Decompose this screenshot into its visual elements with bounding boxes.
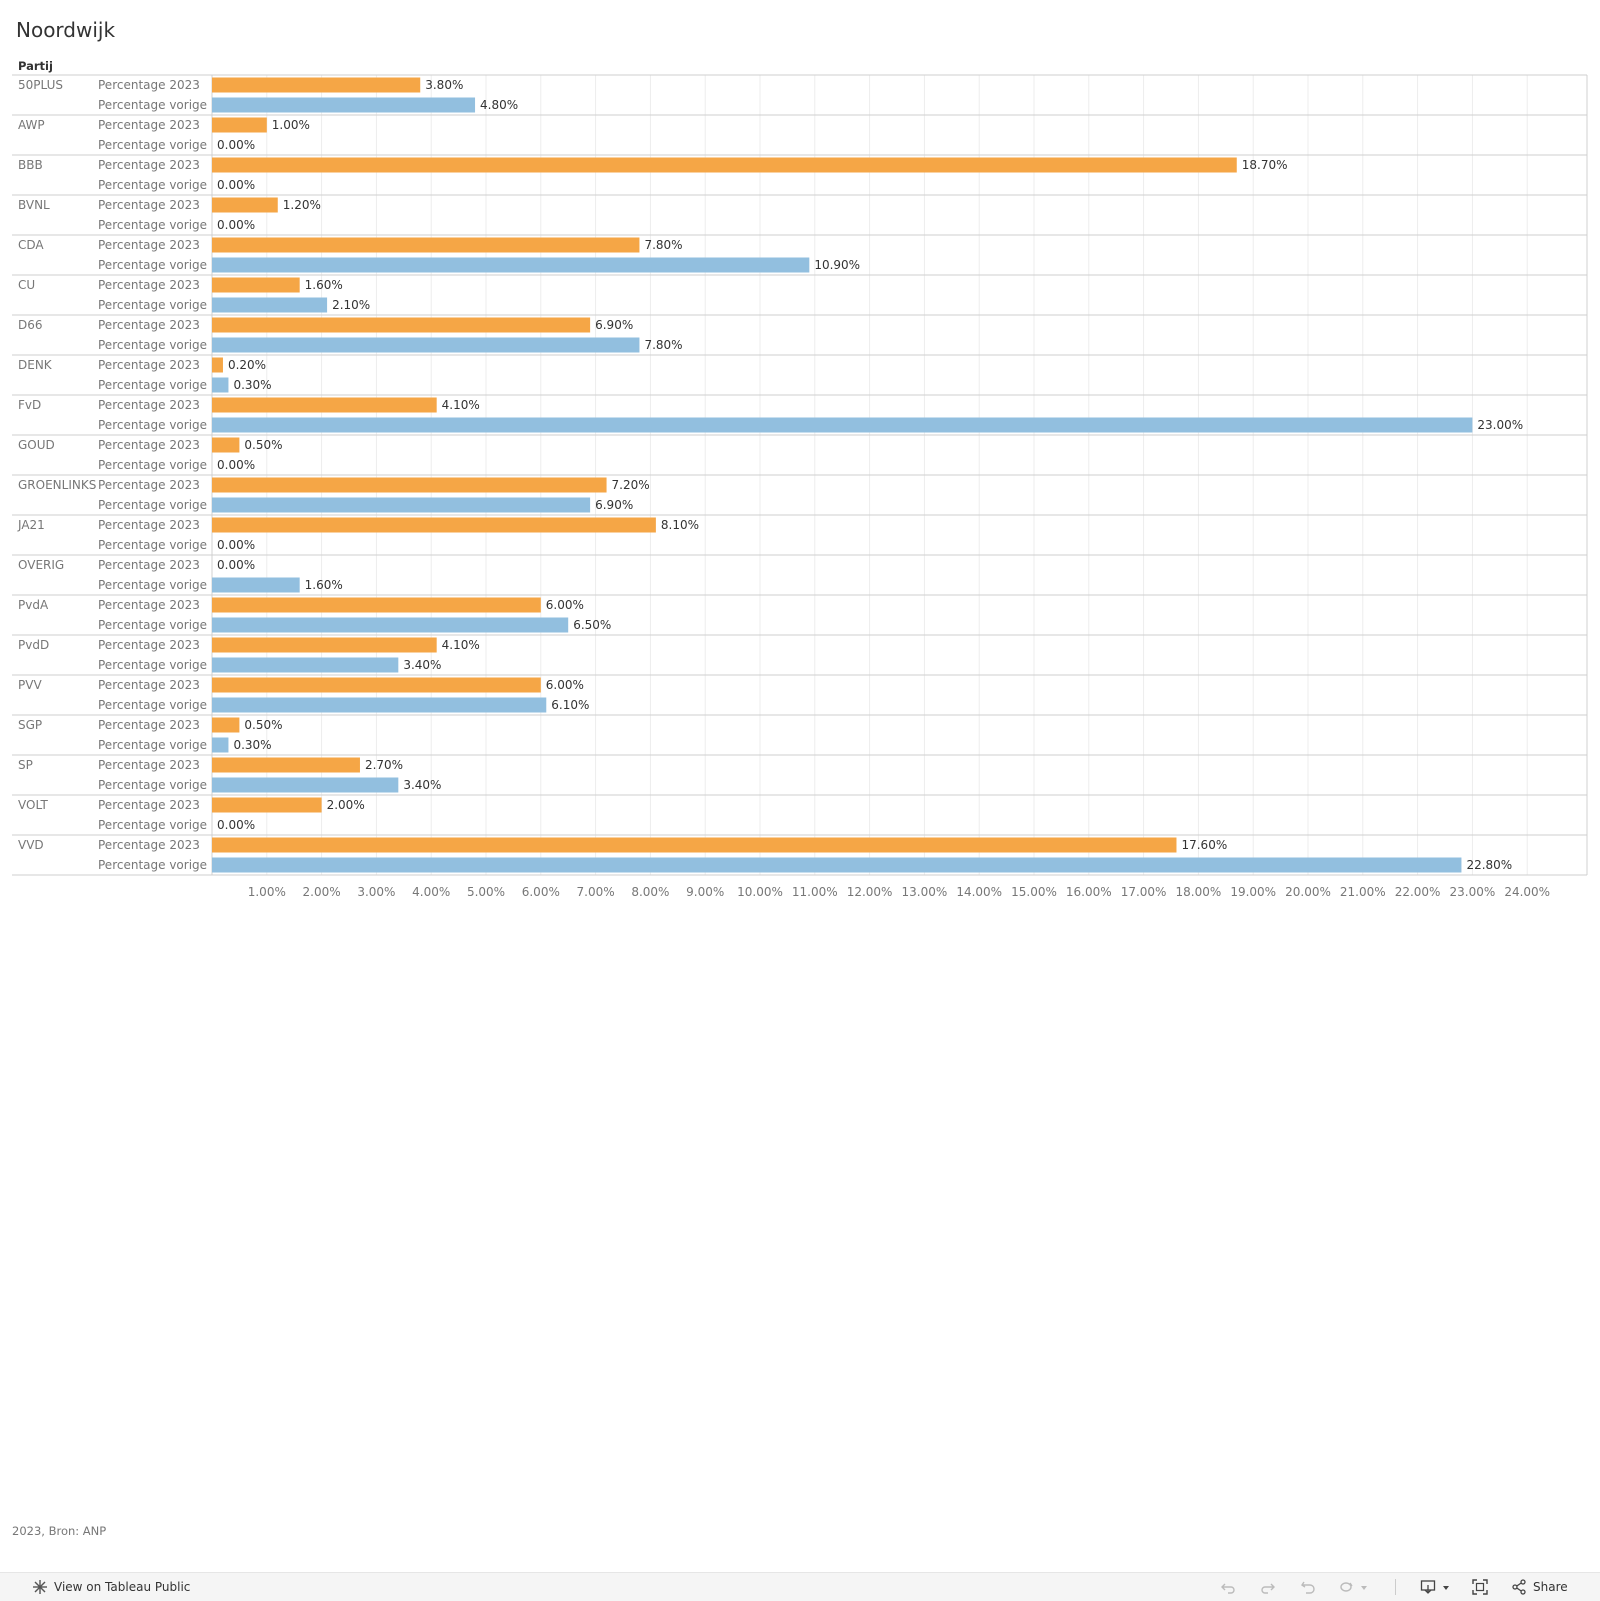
measure-label: Percentage vorige xyxy=(98,498,208,512)
bar xyxy=(212,318,590,333)
x-tick-label: 4.00% xyxy=(412,885,451,899)
party-label: PVV xyxy=(18,678,42,692)
bar xyxy=(212,638,437,653)
view-on-tableau-public-label: View on Tableau Public xyxy=(54,1580,191,1594)
undo-button[interactable] xyxy=(1220,1579,1236,1595)
source-note: 2023, Bron: ANP xyxy=(12,1524,107,1538)
party-label: D66 xyxy=(18,318,43,332)
data-label: 1.20% xyxy=(282,198,321,212)
x-tick-label: 18.00% xyxy=(1175,885,1222,899)
data-label: 0.00% xyxy=(217,818,256,832)
x-tick-label: 16.00% xyxy=(1065,885,1112,899)
measure-label: Percentage vorige xyxy=(98,338,208,352)
bar xyxy=(212,118,267,133)
data-label: 0.00% xyxy=(217,218,256,232)
data-label: 4.10% xyxy=(441,398,480,412)
refresh-button[interactable] xyxy=(1338,1579,1368,1595)
x-tick-label: 2.00% xyxy=(302,885,341,899)
x-tick-label: 12.00% xyxy=(846,885,893,899)
measure-label: Percentage vorige xyxy=(98,178,208,192)
bar xyxy=(212,858,1461,873)
data-label: 8.10% xyxy=(660,518,700,532)
bar xyxy=(212,798,322,813)
data-label: 6.90% xyxy=(595,318,634,332)
measure-label: Percentage vorige xyxy=(98,618,208,632)
chart-title: Noordwijk xyxy=(16,18,116,42)
x-tick-label: 15.00% xyxy=(1011,885,1057,899)
bar xyxy=(212,678,541,693)
measure-label: Percentage 2023 xyxy=(98,758,200,772)
measure-label: Percentage vorige xyxy=(98,458,208,472)
party-label: FvD xyxy=(18,398,42,412)
data-label: 22.80% xyxy=(1466,858,1513,872)
measure-label: Percentage vorige xyxy=(98,138,208,152)
x-tick-label: 24.00% xyxy=(1504,885,1551,899)
data-label: 10.90% xyxy=(814,258,861,272)
toolbar-divider xyxy=(1395,1579,1396,1595)
bar xyxy=(212,518,656,533)
measure-label: Percentage 2023 xyxy=(98,78,200,92)
measure-label: Percentage 2023 xyxy=(98,158,200,172)
redo-icon xyxy=(1260,1579,1276,1595)
party-label: BBB xyxy=(18,158,43,172)
data-label: 3.40% xyxy=(403,658,442,672)
party-label: BVNL xyxy=(18,198,50,212)
x-tick-label: 21.00% xyxy=(1339,885,1386,899)
party-label: PvdA xyxy=(18,598,49,612)
share-icon xyxy=(1511,1579,1527,1595)
x-tick-label: 5.00% xyxy=(466,885,506,899)
bar xyxy=(212,838,1176,853)
data-label: 6.00% xyxy=(545,678,584,692)
data-label: 7.20% xyxy=(611,478,650,492)
revert-icon xyxy=(1300,1579,1316,1595)
measure-label: Percentage 2023 xyxy=(98,678,200,692)
bar xyxy=(212,578,300,593)
bar xyxy=(212,258,809,273)
bar xyxy=(212,378,228,393)
x-tick-label: 17.00% xyxy=(1120,885,1167,899)
fullscreen-button[interactable] xyxy=(1472,1579,1488,1595)
data-label: 6.90% xyxy=(595,498,634,512)
measure-label: Percentage 2023 xyxy=(98,838,200,852)
measure-label: Percentage vorige xyxy=(98,218,208,232)
bar xyxy=(212,278,300,293)
bar xyxy=(212,358,223,373)
tableau-logo-icon xyxy=(32,1579,48,1595)
party-label: GROENLINKS xyxy=(18,478,97,492)
party-label: OVERIG xyxy=(18,558,65,572)
measure-label: Percentage 2023 xyxy=(98,118,200,132)
data-label: 4.10% xyxy=(441,638,480,652)
party-label: JA21 xyxy=(18,518,45,532)
refresh-icon xyxy=(1338,1579,1354,1595)
data-label: 0.00% xyxy=(217,538,256,552)
party-label: SP xyxy=(18,758,33,772)
data-label: 1.60% xyxy=(304,278,343,292)
fullscreen-icon xyxy=(1472,1579,1488,1595)
x-tick-label: 11.00% xyxy=(791,885,838,899)
x-tick-label: 14.00% xyxy=(956,885,1003,899)
data-label: 1.60% xyxy=(304,578,343,592)
bar xyxy=(212,498,590,513)
redo-button[interactable] xyxy=(1260,1579,1276,1595)
bar xyxy=(212,438,239,453)
measure-label: Percentage vorige xyxy=(98,298,208,312)
bar xyxy=(212,698,546,713)
bar xyxy=(212,78,420,93)
data-label: 6.10% xyxy=(551,698,590,712)
refresh-dropdown-icon xyxy=(1360,1579,1368,1595)
measure-label: Percentage vorige xyxy=(98,578,208,592)
measure-label: Percentage 2023 xyxy=(98,438,200,452)
data-label: 3.80% xyxy=(425,78,464,92)
measure-label: Percentage 2023 xyxy=(98,518,200,532)
x-tick-label: 9.00% xyxy=(686,885,725,899)
x-tick-label: 7.00% xyxy=(576,885,615,899)
bar xyxy=(212,198,278,213)
x-tick-label: 8.00% xyxy=(631,885,670,899)
x-tick-label: 1.00% xyxy=(247,885,286,899)
measure-label: Percentage vorige xyxy=(98,658,208,672)
data-label: 0.50% xyxy=(244,718,283,732)
bar xyxy=(212,98,475,113)
party-label: PvdD xyxy=(18,638,50,652)
bar xyxy=(212,338,639,353)
measure-label: Percentage vorige xyxy=(98,778,208,792)
party-label: CDA xyxy=(18,238,44,252)
party-label: VOLT xyxy=(18,798,48,812)
measure-label: Percentage vorige xyxy=(98,378,208,392)
measure-label: Percentage 2023 xyxy=(98,198,200,212)
bar xyxy=(212,738,228,753)
bar xyxy=(212,718,239,733)
measure-label: Percentage 2023 xyxy=(98,798,200,812)
x-tick-label: 10.00% xyxy=(737,885,783,899)
data-label: 7.80% xyxy=(644,338,683,352)
measure-label: Percentage vorige xyxy=(98,858,208,872)
download-icon xyxy=(1420,1579,1436,1595)
party-label: AWP xyxy=(18,118,45,132)
measure-label: Percentage 2023 xyxy=(98,598,200,612)
x-tick-label: 22.00% xyxy=(1394,885,1441,899)
data-label: 0.20% xyxy=(227,358,267,372)
x-tick-label: 6.00% xyxy=(521,885,560,899)
bar xyxy=(212,238,639,253)
bar xyxy=(212,618,568,633)
download-button[interactable] xyxy=(1420,1579,1450,1595)
revert-button[interactable] xyxy=(1300,1579,1316,1595)
bar xyxy=(212,758,360,773)
measure-label: Percentage vorige xyxy=(98,258,208,272)
measure-label: Percentage 2023 xyxy=(98,558,200,572)
data-label: 0.00% xyxy=(217,138,256,152)
data-label: 18.70% xyxy=(1241,158,1288,172)
bar xyxy=(212,778,398,793)
bar xyxy=(212,478,607,493)
measure-label: Percentage 2023 xyxy=(98,358,200,372)
party-label: VVD xyxy=(18,838,44,852)
data-label: 23.00% xyxy=(1477,418,1524,432)
data-label: 2.10% xyxy=(332,298,371,312)
measure-label: Percentage 2023 xyxy=(98,478,200,492)
data-label: 0.30% xyxy=(233,738,272,752)
measure-label: Percentage 2023 xyxy=(98,278,200,292)
party-label: 50PLUS xyxy=(18,78,63,92)
data-label: 4.80% xyxy=(480,98,519,112)
measure-label: Percentage 2023 xyxy=(98,638,200,652)
download-dropdown-icon xyxy=(1442,1579,1450,1595)
data-label: 2.70% xyxy=(364,758,404,772)
data-label: 0.00% xyxy=(217,558,256,572)
data-label: 1.00% xyxy=(271,118,310,132)
measure-label: Percentage vorige xyxy=(98,818,208,832)
x-tick-label: 19.00% xyxy=(1230,885,1277,899)
measure-label: Percentage 2023 xyxy=(98,718,200,732)
data-label: 0.00% xyxy=(217,458,256,472)
party-label: GOUD xyxy=(18,438,55,452)
column-header-partij: Partij xyxy=(18,59,53,73)
measure-label: Percentage vorige xyxy=(98,418,208,432)
x-tick-label: 13.00% xyxy=(901,885,948,899)
measure-label: Percentage vorige xyxy=(98,698,208,712)
measure-label: Percentage 2023 xyxy=(98,318,200,332)
tableau-toolbar xyxy=(0,1572,1600,1601)
data-label: 6.50% xyxy=(573,618,612,632)
view-on-tableau-public-link[interactable] xyxy=(32,1579,190,1595)
data-label: 7.80% xyxy=(644,238,683,252)
undo-icon xyxy=(1220,1579,1236,1595)
x-tick-label: 23.00% xyxy=(1449,885,1496,899)
bar xyxy=(212,658,398,673)
measure-label: Percentage 2023 xyxy=(98,238,200,252)
bar xyxy=(212,298,327,313)
measure-label: Percentage vorige xyxy=(98,738,208,752)
data-label: 0.50% xyxy=(244,438,283,452)
share-label: Share xyxy=(1533,1580,1568,1594)
data-label: 0.00% xyxy=(217,178,256,192)
party-label: DENK xyxy=(18,358,52,372)
measure-label: Percentage 2023 xyxy=(98,398,200,412)
bar xyxy=(212,398,437,413)
data-label: 6.00% xyxy=(545,598,584,612)
data-label: 17.60% xyxy=(1181,838,1228,852)
x-tick-label: 20.00% xyxy=(1285,885,1331,899)
party-label: SGP xyxy=(18,718,43,732)
party-label: CU xyxy=(18,278,36,292)
data-label: 3.40% xyxy=(403,778,442,792)
bar xyxy=(212,598,541,613)
bar xyxy=(212,418,1472,433)
x-tick-label: 3.00% xyxy=(357,885,396,899)
data-label: 0.30% xyxy=(233,378,272,392)
share-button[interactable] xyxy=(1511,1579,1568,1595)
measure-label: Percentage vorige xyxy=(98,98,208,112)
measure-label: Percentage vorige xyxy=(98,538,208,552)
bar xyxy=(212,158,1237,173)
data-label: 2.00% xyxy=(326,798,365,812)
